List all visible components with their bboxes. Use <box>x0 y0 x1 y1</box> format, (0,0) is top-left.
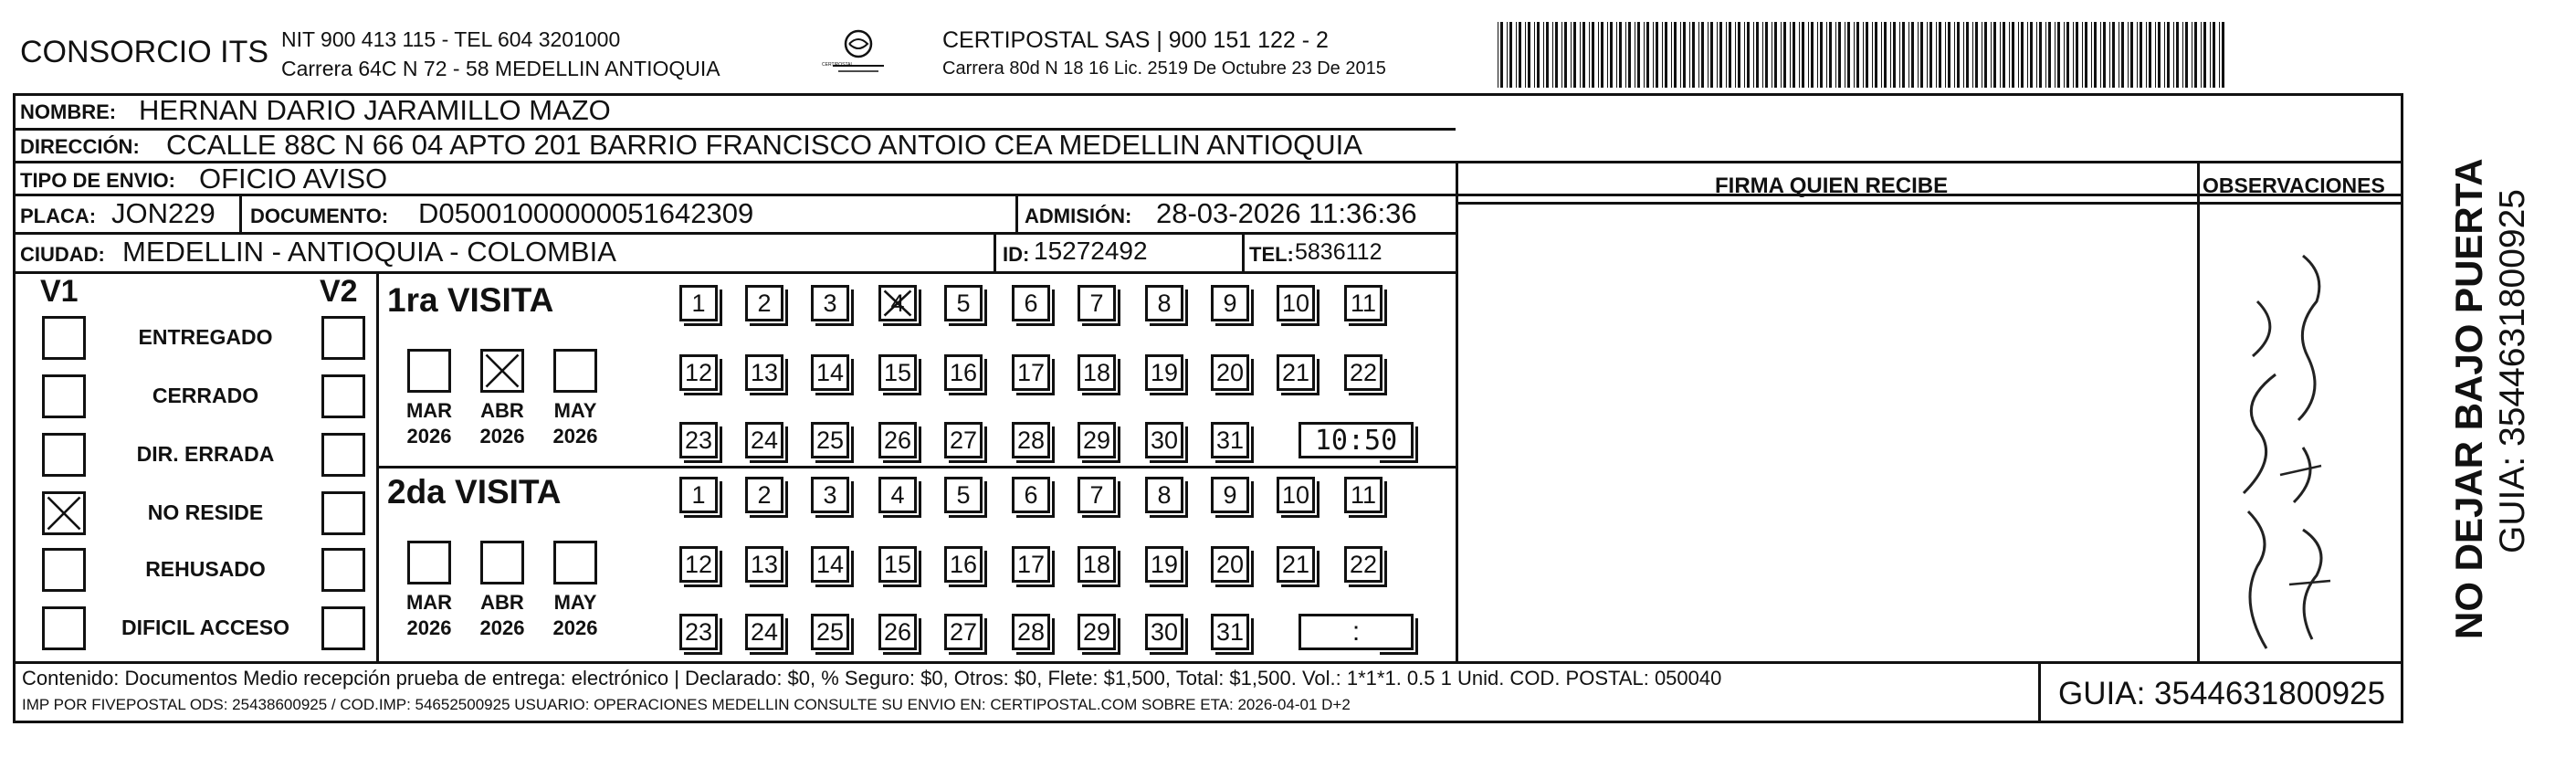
year-label: 2026 <box>552 425 598 447</box>
direccion-value: CCALLE 88C N 66 04 APTO 201 BARRIO FRANCISCO ANTOIO CEA MEDELLIN ANTIOQUIA <box>166 129 1362 161</box>
day-box[interactable]: 25 <box>811 422 849 458</box>
tel-value: 5836112 <box>1295 239 1383 265</box>
documento-label: DOCUMENTO: <box>250 205 389 227</box>
day-box[interactable]: 29 <box>1078 422 1116 458</box>
status-label: NO RESIDE <box>147 500 264 524</box>
day-box[interactable]: 18 <box>1078 354 1116 391</box>
month-checkbox[interactable] <box>407 349 451 393</box>
status-label: DIR. ERRADA <box>136 442 275 466</box>
v2-checkbox[interactable] <box>321 374 365 418</box>
day-box[interactable]: 3 <box>811 285 849 321</box>
month-label: ABR <box>480 399 524 422</box>
day-box[interactable]: 30 <box>1145 422 1183 458</box>
v1-label: V1 <box>40 274 79 309</box>
status-label: CERRADO <box>152 384 259 407</box>
day-box[interactable]: 26 <box>878 614 917 650</box>
time-box[interactable]: : <box>1299 614 1414 650</box>
day-box[interactable]: 29 <box>1078 614 1116 650</box>
day-box[interactable]: 13 <box>745 546 783 583</box>
id-label: ID: <box>1003 243 1030 266</box>
firma-label: FIRMA QUIEN RECIBE <box>1715 174 1949 198</box>
day-box[interactable]: 10 <box>1277 285 1315 321</box>
footer-contenido: Contenido: Documentos Medio recepción prueba de entrega: electrónico | Declarado: $0, % Seguro: $0, Otros: $0, Flete: $1,500, Total: $1,500. Vol.: 1*1*1. 0.5 1 Unid. COD. POSTAL: 050040 <box>22 667 1722 690</box>
day-box[interactable]: 20 <box>1211 546 1249 583</box>
day-box[interactable]: 14 <box>811 354 849 391</box>
admision-label: ADMISIÓN: <box>1025 205 1132 227</box>
v1-checkbox[interactable] <box>42 491 86 535</box>
direccion-label: DIRECCIÓN: <box>20 135 140 158</box>
day-box[interactable]: 21 <box>1277 546 1315 583</box>
license-line: Carrera 80d N 18 16 Lic. 2519 De Octubre 23 De 2015 <box>942 58 1386 79</box>
day-box[interactable]: 19 <box>1145 546 1183 583</box>
id-value: 15272492 <box>1034 237 1148 265</box>
day-box[interactable]: 5 <box>944 285 983 321</box>
address-line: Carrera 64C N 72 - 58 MEDELLIN ANTIOQUIA <box>281 57 720 80</box>
day-box[interactable]: 24 <box>745 614 783 650</box>
day-box[interactable]: 15 <box>878 546 917 583</box>
day-box[interactable]: 14 <box>811 546 849 583</box>
day-box[interactable]: 2 <box>745 477 783 513</box>
v1-checkbox[interactable] <box>42 316 86 360</box>
month-label: ABR <box>480 591 524 614</box>
no-dejar-bajo-puerta: NO DEJAR BAJO PUERTA <box>2447 158 2490 639</box>
v2-checkbox[interactable] <box>321 491 365 535</box>
month-label: MAY <box>553 399 597 422</box>
day-box[interactable]: 19 <box>1145 354 1183 391</box>
status-label: ENTREGADO <box>138 325 273 349</box>
month-checkbox[interactable] <box>553 349 597 393</box>
ciudad-value: MEDELLIN - ANTIOQUIA - COLOMBIA <box>122 236 616 268</box>
month-checkbox[interactable] <box>480 541 524 584</box>
ciudad-label: CIUDAD: <box>20 243 105 266</box>
month-label: MAY <box>553 591 597 614</box>
placa-label: PLACA: <box>20 205 97 227</box>
day-box[interactable]: 21 <box>1277 354 1315 391</box>
day-box[interactable]: 11 <box>1344 477 1383 513</box>
day-box[interactable]: 16 <box>944 354 983 391</box>
day-box[interactable]: 28 <box>1012 614 1050 650</box>
month-checkbox[interactable] <box>553 541 597 584</box>
barcode <box>1498 22 2228 88</box>
v2-checkbox[interactable] <box>321 316 365 360</box>
observation-signature <box>2203 219 2339 658</box>
year-label: 2026 <box>406 616 452 639</box>
day-box[interactable]: 28 <box>1012 422 1050 458</box>
v2-checkbox[interactable] <box>321 606 365 650</box>
observaciones-label: OBSERVACIONES <box>2203 174 2385 197</box>
day-box[interactable]: 15 <box>878 354 917 391</box>
day-box[interactable]: 4 <box>878 477 917 513</box>
v2-checkbox[interactable] <box>321 433 365 477</box>
day-box[interactable]: 23 <box>679 422 718 458</box>
placa-value: JON229 <box>111 197 216 229</box>
day-box[interactable]: 5 <box>944 477 983 513</box>
day-box[interactable]: 17 <box>1012 546 1050 583</box>
carrier-line: CERTIPOSTAL SAS | 900 151 122 - 2 <box>942 27 1329 53</box>
day-box[interactable]: 1 <box>679 477 718 513</box>
day-box[interactable]: 8 <box>1145 477 1183 513</box>
day-box[interactable]: 8 <box>1145 285 1183 321</box>
day-box[interactable]: 9 <box>1211 285 1249 321</box>
day-box[interactable]: 3 <box>811 477 849 513</box>
time-box[interactable]: 10:50 <box>1299 422 1414 458</box>
v1-checkbox[interactable] <box>42 548 86 592</box>
v1-checkbox[interactable] <box>42 606 86 650</box>
day-box[interactable]: 26 <box>878 422 917 458</box>
year-label: 2026 <box>479 425 525 447</box>
day-box[interactable]: 23 <box>679 614 718 650</box>
footer-guia: GUIA: 3544631800925 <box>2058 676 2386 711</box>
day-box[interactable]: 12 <box>679 354 718 391</box>
footer-imp: IMP POR FIVEPOSTAL ODS: 25438600925 / COD.IMP: 54652500925 USUARIO: OPERACIONES MEDELLIN CONSULTE SU ENVIO EN: CERTIPOSTAL.COM SOBRE ETA: 2026-04-01 D+2 <box>22 696 1351 713</box>
status-label: REHUSADO <box>145 557 266 581</box>
day-box[interactable]: 11 <box>1344 285 1383 321</box>
certipostal-logo: CERTIPOSTAL <box>822 27 895 79</box>
year-label: 2026 <box>552 616 598 639</box>
status-label: DIFICIL ACCESO <box>121 616 289 639</box>
day-box[interactable]: 7 <box>1078 285 1116 321</box>
day-box[interactable]: 31 <box>1211 422 1249 458</box>
documento-value: D05001000000051642309 <box>418 197 754 229</box>
side-guia: GUIA: 3544631800925 <box>2493 189 2532 553</box>
month-checkbox[interactable] <box>480 349 524 393</box>
nit-line: NIT 900 413 115 - TEL 604 3201000 <box>281 27 621 51</box>
day-box[interactable]: 25 <box>811 614 849 650</box>
day-box[interactable]: 22 <box>1344 354 1383 391</box>
day-box[interactable]: 2 <box>745 285 783 321</box>
v2-label: V2 <box>320 274 358 309</box>
day-box[interactable]: 12 <box>679 546 718 583</box>
tipo-envio-value: OFICIO AVISO <box>199 163 388 195</box>
day-box[interactable]: 10 <box>1277 477 1315 513</box>
day-box[interactable]: 22 <box>1344 546 1383 583</box>
v1-checkbox[interactable] <box>42 433 86 477</box>
v2-checkbox[interactable] <box>321 548 365 592</box>
day-box[interactable]: 20 <box>1211 354 1249 391</box>
day-box[interactable]: 27 <box>944 422 983 458</box>
day-box[interactable]: 24 <box>745 422 783 458</box>
day-box[interactable]: 17 <box>1012 354 1050 391</box>
month-checkbox[interactable] <box>407 541 451 584</box>
day-box[interactable]: 27 <box>944 614 983 650</box>
nombre-label: NOMBRE: <box>20 100 117 123</box>
month-label: MAR <box>405 591 453 614</box>
day-box[interactable]: 18 <box>1078 546 1116 583</box>
year-label: 2026 <box>406 425 452 447</box>
month-label: MAR <box>405 399 453 422</box>
day-box[interactable]: 1 <box>679 285 718 321</box>
day-box[interactable]: 31 <box>1211 614 1249 650</box>
v1-checkbox[interactable] <box>42 374 86 418</box>
year-label: 2026 <box>479 616 525 639</box>
day-box[interactable]: 6 <box>1012 477 1050 513</box>
tel-label: TEL: <box>1249 243 1294 266</box>
day-box[interactable]: 16 <box>944 546 983 583</box>
nombre-value: HERNAN DARIO JARAMILLO MAZO <box>139 94 611 126</box>
day-box[interactable]: 13 <box>745 354 783 391</box>
visit-1-title: 1ra VISITA <box>387 281 554 319</box>
tipo-envio-label: TIPO DE ENVIO: <box>20 169 175 192</box>
company-name: CONSORCIO ITS <box>20 35 269 69</box>
visit-2-title: 2da VISITA <box>387 473 562 511</box>
day-box[interactable]: 7 <box>1078 477 1116 513</box>
day-box[interactable]: 9 <box>1211 477 1249 513</box>
day-box[interactable]: 4 <box>878 285 917 321</box>
admision-value: 28-03-2026 11:36:36 <box>1156 197 1417 229</box>
day-box[interactable]: 30 <box>1145 614 1183 650</box>
day-box[interactable]: 6 <box>1012 285 1050 321</box>
